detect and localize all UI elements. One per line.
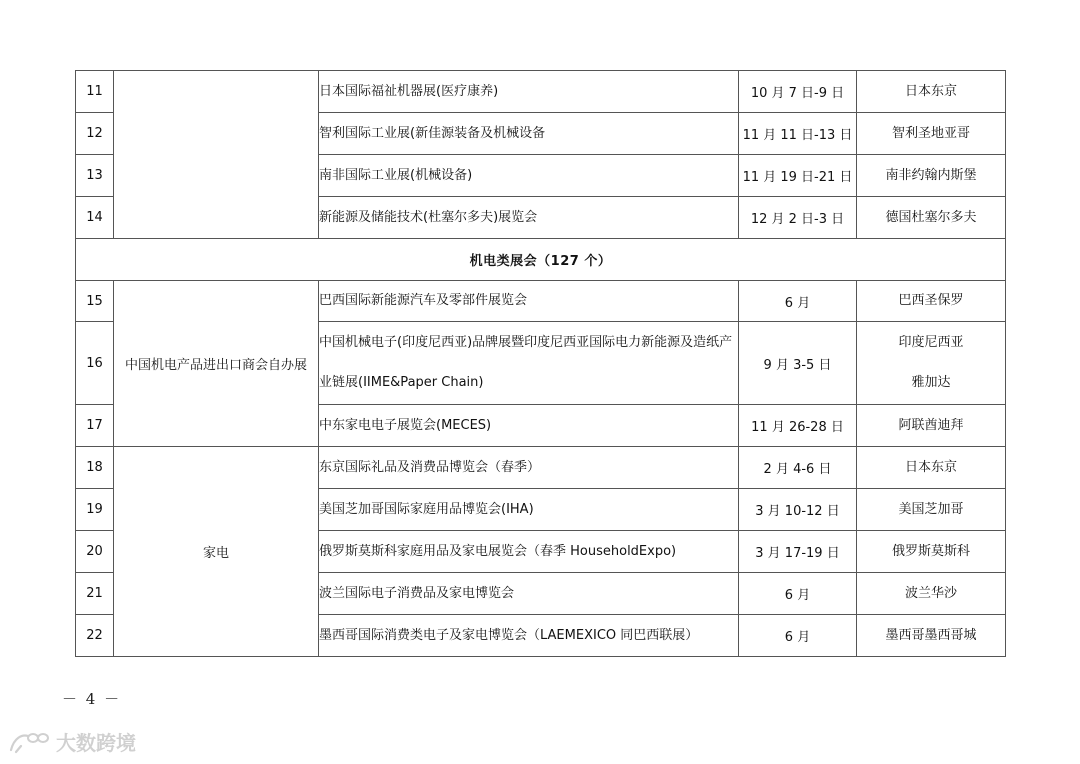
section-header-row xyxy=(76,239,1006,281)
row-number: 14 xyxy=(76,197,114,239)
exhibition-name: 日本国际福祉机器展(医疗康养) xyxy=(319,71,739,113)
exhibition-date: 11 月 19 日-21 日 xyxy=(739,155,857,197)
exhibition-name: 巴西国际新能源汽车及零部件展览会 xyxy=(319,281,739,322)
exhibition-city: 阿联酋迪拜 xyxy=(857,405,1006,447)
exhibition-date: 11 月 26-28 日 xyxy=(739,405,857,447)
exhibition-date: 6 月 xyxy=(739,281,857,322)
exhibition-name: 墨西哥国际消费类电子及家电博览会（LAEMEXICO 同巴西联展） xyxy=(319,615,739,657)
page-number: － 4 － xyxy=(62,690,122,708)
exhibition-city: 南非约翰内斯堡 xyxy=(857,155,1006,197)
row-number: 16 xyxy=(76,322,114,405)
exhibition-city: 巴西圣保罗 xyxy=(857,281,1006,322)
watermark xyxy=(8,727,136,756)
category-cell xyxy=(114,71,319,239)
category-cell: 家电 xyxy=(114,447,319,657)
table-row xyxy=(76,281,1006,322)
exhibition-name xyxy=(319,322,739,405)
row-number: 12 xyxy=(76,113,114,155)
row-number: 18 xyxy=(76,447,114,489)
row-number: 11 xyxy=(76,71,114,113)
exhibition-city: 墨西哥墨西哥城 xyxy=(857,615,1006,657)
exhibition-date: 10 月 7 日-9 日 xyxy=(739,71,857,113)
row-number: 22 xyxy=(76,615,114,657)
exhibition-city-line: 雅加达 xyxy=(911,375,951,390)
row-number: 21 xyxy=(76,573,114,615)
section-title: 机电类展会（127 个） xyxy=(76,239,1006,281)
exhibition-date: 2 月 4-6 日 xyxy=(739,447,857,489)
row-number: 13 xyxy=(76,155,114,197)
exhibition-name: 美国芝加哥国际家庭用品博览会(IHA) xyxy=(319,489,739,531)
exhibition-name: 智利国际工业展(新佳源装备及机械设备 xyxy=(319,113,739,155)
watermark-text: 大数跨境 xyxy=(56,731,136,755)
exhibition-name: 南非国际工业展(机械设备) xyxy=(319,155,739,197)
exhibition-date: 3 月 17-19 日 xyxy=(739,531,857,573)
exhibition-city: 日本东京 xyxy=(857,447,1006,489)
exhibition-city: 智利圣地亚哥 xyxy=(857,113,1006,155)
exhibition-name: 波兰国际电子消费品及家电博览会 xyxy=(319,573,739,615)
exhibition-date: 6 月 xyxy=(739,573,857,615)
exhibition-city-line: 印度尼西亚 xyxy=(898,335,964,350)
exhibition-city xyxy=(857,322,1006,405)
exhibition-date: 12 月 2 日-3 日 xyxy=(739,197,857,239)
exhibition-city: 美国芝加哥 xyxy=(857,489,1006,531)
exhibition-date: 11 月 11 日-13 日 xyxy=(739,113,857,155)
exhibition-date: 6 月 xyxy=(739,615,857,657)
exhibition-name: 东京国际礼品及消费品博览会（春季） xyxy=(319,447,739,489)
table-row xyxy=(76,447,1006,489)
exhibition-name: 中东家电电子展览会(MECES) xyxy=(319,405,739,447)
exhibition-city: 俄罗斯莫斯科 xyxy=(857,531,1006,573)
row-number: 15 xyxy=(76,281,114,322)
table-row xyxy=(76,71,1006,113)
row-number: 20 xyxy=(76,531,114,573)
brand-logo-icon xyxy=(8,728,52,756)
exhibition-city: 德国杜塞尔多夫 xyxy=(857,197,1006,239)
row-number: 19 xyxy=(76,489,114,531)
row-number: 17 xyxy=(76,405,114,447)
exhibition-name-line: 中国机械电子(印度尼西亚)品牌展暨印度尼西亚国际电力新能源及造纸产 xyxy=(319,335,733,350)
category-cell: 中国机电产品进出口商会自办展 xyxy=(114,281,319,447)
exhibition-name: 新能源及储能技术(杜塞尔多夫)展览会 xyxy=(319,197,739,239)
exhibition-table xyxy=(75,70,1006,657)
exhibition-city: 日本东京 xyxy=(857,71,1006,113)
exhibition-date: 9 月 3-5 日 xyxy=(739,322,857,405)
exhibition-name: 俄罗斯莫斯科家庭用品及家电展览会（春季 HouseholdExpo) xyxy=(319,531,739,573)
exhibition-city: 波兰华沙 xyxy=(857,573,1006,615)
exhibition-date: 3 月 10-12 日 xyxy=(739,489,857,531)
exhibition-name-line: 业链展(IIME&Paper Chain) xyxy=(319,375,484,390)
